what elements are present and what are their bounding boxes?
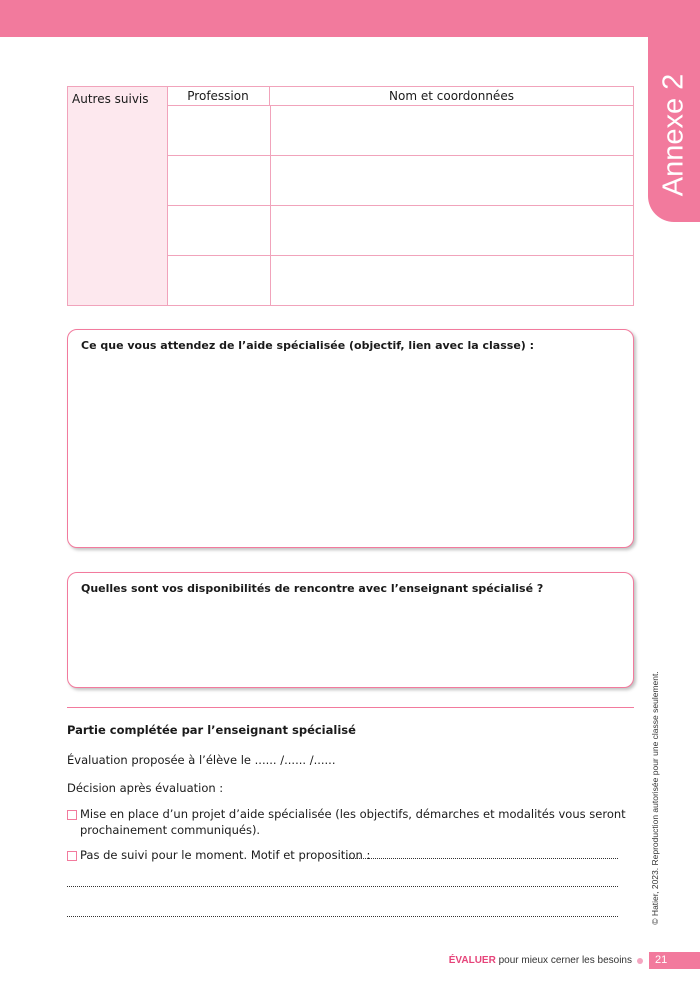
evaluation-line: Évaluation proposée à l’élève le ...... /...... /...... [67,753,336,767]
footer-title-accent: ÉVALUER [448,955,496,966]
objectif-box[interactable] [67,329,634,548]
copyright-notice: © Hatier, 2023. Reproduction autorisée pour une classe seulement. [650,671,660,925]
option-pas-de-suivi-label: Pas de suivi pour le moment. Motif et proposition : [80,848,371,862]
motif-dotted-line[interactable] [346,858,618,859]
motif-dotted-line[interactable] [67,886,618,887]
page-number: 21 [649,952,700,969]
disponibilites-question: Quelles sont vos disponibilités de rencontre avec l’enseignant spécialisé ? [81,582,544,595]
option-pas-de-suivi-checkbox[interactable] [67,851,77,861]
column-header-profession: Profession [167,87,270,106]
autres-suivis-table [67,86,634,306]
row-header-label: Autres suivis [72,92,149,106]
section-separator [67,707,634,708]
option-projet-checkbox[interactable] [67,810,77,820]
top-color-bar [0,0,700,37]
footer-title [449,955,632,966]
footer-dot-icon [637,958,643,964]
footer-title-rest: pour mieux cerner les besoins [495,955,632,966]
disponibilites-box[interactable] [67,572,634,688]
option-projet-label: Mise en place d’un projet d’aide spécialisée (les objectifs, démarches et modalités vous seront [80,807,626,821]
row-header-cell [68,87,168,305]
row-divider [167,155,633,156]
motif-dotted-line[interactable] [67,916,618,917]
decision-label: Décision après évaluation : [67,781,224,795]
option-projet-label-continued: prochainement communiqués). [80,823,261,837]
row-divider [167,255,633,256]
row-divider [167,205,633,206]
annex-label: Annexe 2 [657,73,690,197]
section-title: Partie complétée par l’enseignant spécialisé [67,723,356,737]
objectif-question: Ce que vous attendez de l’aide spécialisée (objectif, lien avec la classe) : [81,339,535,352]
column-header-nom: Nom et coordonnées [270,87,633,106]
